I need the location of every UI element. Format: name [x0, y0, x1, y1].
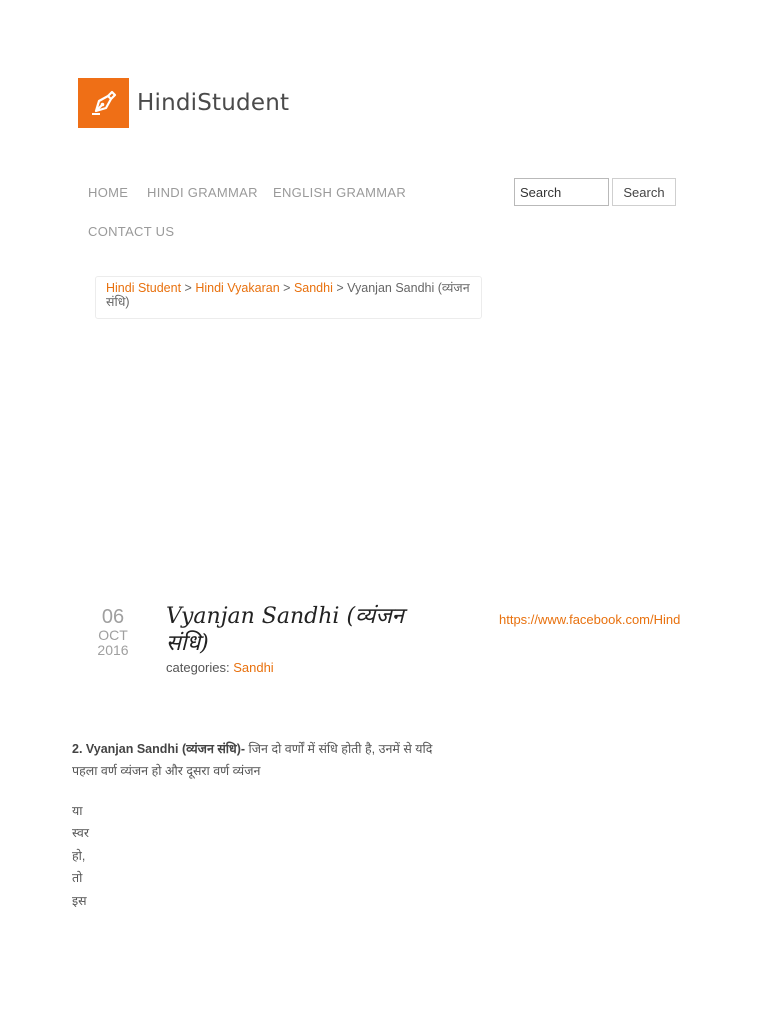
- post-lines: [72, 800, 89, 912]
- nav-contact-us[interactable]: CONTACT US: [88, 224, 175, 239]
- breadcrumb-hindi-vyakaran[interactable]: Hindi Vyakaran: [195, 281, 280, 295]
- breadcrumb-current: Vyanjan Sandhi (व्यंजन संधि): [106, 281, 470, 309]
- post-line: हो,: [72, 848, 86, 863]
- search-button[interactable]: Search: [612, 178, 676, 206]
- breadcrumb-home[interactable]: Hindi Student: [106, 281, 182, 295]
- nav-hindi-grammar[interactable]: HINDI GRAMMAR: [147, 185, 258, 200]
- breadcrumb-separator: >: [336, 281, 344, 295]
- categories-label: categories:: [166, 660, 230, 675]
- post-intro: [72, 738, 442, 782]
- pen-nib-icon: [78, 78, 129, 128]
- post-date-year: 2016: [97, 642, 129, 658]
- post-date: [88, 606, 138, 658]
- post-title: Vyanjan Sandhi (व्यंजन संधि): [166, 604, 404, 656]
- category-link[interactable]: Sandhi: [233, 660, 274, 675]
- post-line: स्वर: [72, 826, 89, 841]
- post-date-month: OCT: [98, 627, 128, 643]
- breadcrumb-separator: >: [184, 281, 192, 295]
- post-line: तो: [72, 871, 83, 886]
- nav-english-grammar[interactable]: ENGLISH GRAMMAR: [273, 185, 407, 200]
- site-logo[interactable]: [78, 78, 289, 128]
- breadcrumb-separator: >: [283, 281, 291, 295]
- post-line: इस: [72, 893, 87, 908]
- post-categories: [166, 660, 274, 675]
- nav-home[interactable]: HOME: [88, 185, 129, 200]
- search-input[interactable]: [514, 178, 609, 206]
- post-line: या: [72, 804, 83, 818]
- site-brand: HindiStudent: [137, 90, 290, 116]
- breadcrumb: [95, 276, 482, 319]
- post-intro-heading: 2. Vyanjan Sandhi (व्यंजन संधि)-: [72, 742, 246, 756]
- post-content: [72, 738, 442, 782]
- post-intro-text: जिन दो वर्णों में संधि होती है, उनमें से यदि पहला वर्ण व्यंजन हो और दूसरा वर्ण व्यंजन: [72, 742, 433, 778]
- breadcrumb-sandhi[interactable]: Sandhi: [293, 281, 333, 295]
- facebook-link[interactable]: https://www.facebook.com/Hind: [499, 612, 681, 627]
- post-date-day: 06: [101, 606, 125, 628]
